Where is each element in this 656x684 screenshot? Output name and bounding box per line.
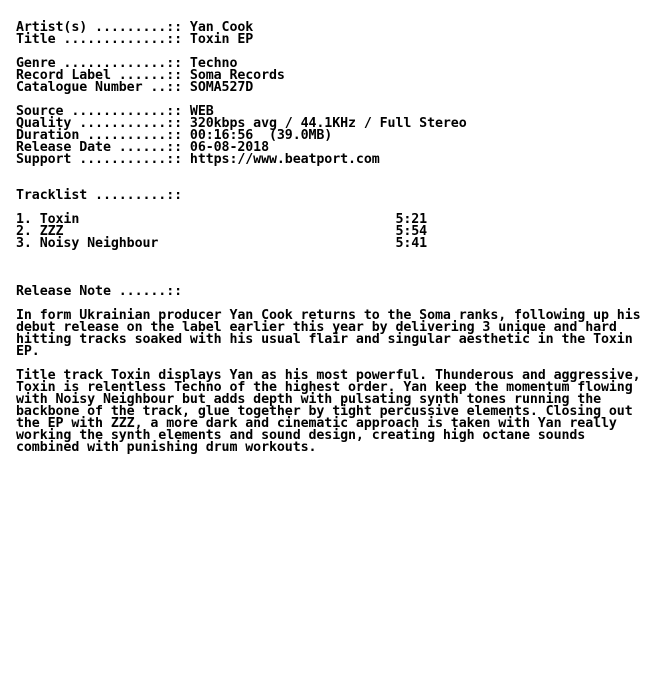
blank-line xyxy=(16,250,641,262)
nfo-line: 2. ZZZ 5:54 xyxy=(16,224,428,239)
nfo-line: Release Date ......:: 06-08-2018 xyxy=(16,140,269,155)
nfo-line: 3. Noisy Neighbour 5:41 xyxy=(16,236,428,251)
nfo-line: debut release on the label earlier this year by delivering 3 unique and hard xyxy=(16,320,617,335)
blank-line xyxy=(16,166,641,178)
nfo-line: Tracklist .........:: xyxy=(16,188,183,203)
nfo-line: Genre .............:: Techno xyxy=(16,56,238,71)
nfo-line: Toxin is relentless Techno of the highest order. Yan keep the momentum flowing xyxy=(16,380,633,395)
nfo-line: In form Ukrainian producer Yan Cook returns to the Soma ranks, following up his xyxy=(16,308,641,323)
nfo-line: Release Note ......:: xyxy=(16,284,183,299)
nfo-line: working the synth elements and sound design, creating high octane sounds xyxy=(16,428,586,443)
nfo-line: backbone of the track, glue together by tight percussive elements. Closing out xyxy=(16,404,633,419)
nfo-line: with Noisy Neighbour but adds depth with pulsating synth tones running the xyxy=(16,392,602,407)
nfo-line: Support ...........:: https://www.beatport.com xyxy=(16,152,380,167)
nfo-line: Title .............:: Toxin EP xyxy=(16,32,254,47)
nfo-line: combined with punishing drum workouts. xyxy=(16,440,317,455)
blank-line xyxy=(16,262,641,274)
nfo-line: Record Label ......:: Soma Records xyxy=(16,68,285,83)
nfo-line: the EP with ZZZ, a more dark and cinematic approach is taken with Yan really xyxy=(16,416,617,431)
nfo-line: EP. xyxy=(16,344,40,359)
nfo-line: Catalogue Number ..:: SOMA527D xyxy=(16,80,254,95)
nfo-line: Source ............:: WEB xyxy=(16,104,214,119)
nfo-line: hitting tracks soaked with his usual flair and singular aesthetic in the Toxin xyxy=(16,332,633,347)
nfo-line: Artist(s) .........:: Yan Cook xyxy=(16,20,254,35)
nfo-text-document xyxy=(16,22,641,454)
nfo-line: 1. Toxin 5:21 xyxy=(16,212,428,227)
nfo-line: Duration ..........:: 00:16:56 (39.0MB) xyxy=(16,128,333,143)
nfo-line: Quality ...........:: 320kbps avg / 44.1KHz / Full Stereo xyxy=(16,116,467,131)
nfo-line: Title track Toxin displays Yan as his most powerful. Thunderous and aggressive, xyxy=(16,368,641,383)
